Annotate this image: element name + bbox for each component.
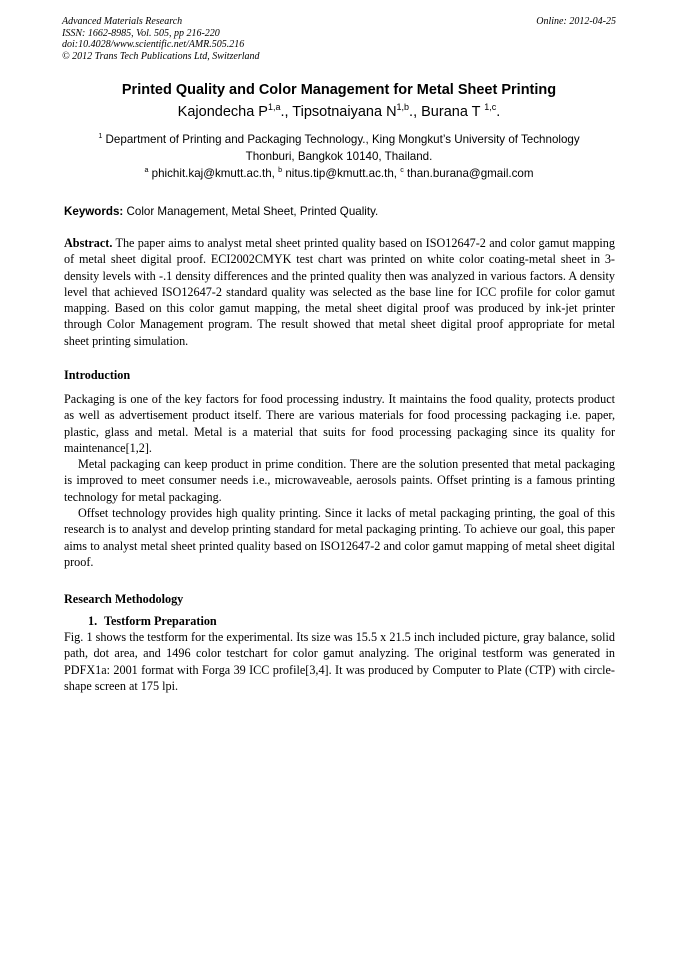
abstract-text: The paper aims to analyst metal sheet printed quality based on ISO12647-2 and color gamut mapping of metal sheet digital proof. ECI2002CMYK test chart was printed on white color coating-metal sheet in 3-density levels with -.1 density differences and the printed quality then was analyzed in various factors. A density level that achieved ISO12647-2 standard quality was selected as the base line for ICC profile for color gamut mapping. Based on this color gamut mapping, the metal sheet digital proof was produced by ink-jet printer through Color Management program. The result showed that metal sheet digital proof appropriate for metal sheet printing simulation.	[64, 236, 615, 348]
email-address: than.burana@gmail.com	[403, 167, 534, 180]
keywords-text: Color Management, Metal Sheet, Printed Quality.	[123, 205, 379, 218]
introduction-paragraph: Metal packaging can keep product in prime condition. There are the solution presented that metal packaging is improved to meet consumer needs i.e., microwaveable, aerosols paints. Offset printing is a famous printing technology for metal packaging.	[64, 457, 615, 504]
doi-line: doi:10.4028/www.scientific.net/AMR.505.216	[62, 39, 245, 50]
author-separator: .	[496, 104, 501, 120]
introduction-paragraph: Packaging is one of the key factors for food processing industry. It maintains the food quality, protects product as well as advertisement product itself. There are various materials for food processing packaging i.e. paper, plastic, glass and metal. Metal is a material that suits for food processing packaging since its quality for maintenance[1,2].	[64, 392, 615, 455]
journal-header	[62, 16, 260, 62]
author-list	[0, 104, 678, 120]
email-address: nitus.tip@kmutt.ac.th,	[282, 167, 401, 180]
issn-line: ISSN: 1662-8985, Vol. 505, pp 216-220	[62, 27, 220, 39]
affiliation-line-2: Thonburi, Bangkok 10140, Thailand.	[245, 150, 433, 163]
email-sup: c	[400, 165, 404, 175]
abstract	[64, 235, 615, 349]
author-separator: .,	[409, 104, 422, 120]
author-affil-sup: 1,a	[267, 102, 281, 113]
introduction-heading: Introduction	[64, 368, 131, 382]
introduction-body	[64, 391, 615, 570]
affiliation-line-1: Department of Printing and Packaging Technology., King Mongkut’s University of Technology	[102, 133, 580, 146]
journal-name: Advanced Materials Research	[62, 16, 183, 27]
email-sup: a	[144, 165, 149, 175]
paper-title: Printed Quality and Color Management for Metal Sheet Printing	[121, 82, 557, 98]
affiliation	[62, 131, 616, 165]
subsection-title: Testform Preparation	[104, 614, 217, 628]
abstract-label: Abstract.	[64, 236, 113, 250]
author-affil-sup: 1,b	[396, 102, 410, 113]
author-emails	[0, 167, 678, 180]
methodology-heading: Research Methodology	[64, 592, 184, 606]
subsection-number: 1.	[88, 614, 98, 628]
email-address: phichit.kaj@kmutt.ac.th,	[148, 167, 279, 180]
author-separator: .,	[280, 104, 293, 120]
keywords-label: Keywords:	[64, 205, 124, 218]
copyright-line: © 2012 Trans Tech Publications Ltd, Switzerland	[62, 50, 260, 62]
author-name: Tipsotnaiyana N	[292, 104, 397, 120]
author-name: Kajondecha P	[177, 104, 268, 120]
affiliation-sup: 1	[98, 131, 103, 141]
testform-subheading	[88, 614, 217, 629]
introduction-paragraph: Offset technology provides high quality printing. Since it lacks of metal packaging printing, the goal of this research is to analyst and develop printing standard for metal packaging printing. To achieve our goal, this paper aims to analyst metal sheet printed quality based on ISO12647-2 and color gamut mapping of metal sheet digital proof.	[64, 506, 615, 569]
testform-paragraph: Fig. 1 shows the testform for the experimental. Its size was 15.5 x 21.5 inch included picture, gray balance, solid path, dot area, and 1496 color testchart for color gamut analyzing. The original testform was generated in PDFX1a: 2001 format with Forga 39 ICC profile[3,4]. It was produced by Computer to Plate (CTP) with circle-shape screen at 175 lpi.	[64, 630, 615, 693]
keywords	[64, 205, 378, 218]
online-date: Online: 2012-04-25	[536, 16, 616, 27]
author-name: Burana T	[421, 104, 485, 120]
email-sup: b	[278, 165, 283, 175]
author-affil-sup: 1,c	[484, 102, 497, 113]
